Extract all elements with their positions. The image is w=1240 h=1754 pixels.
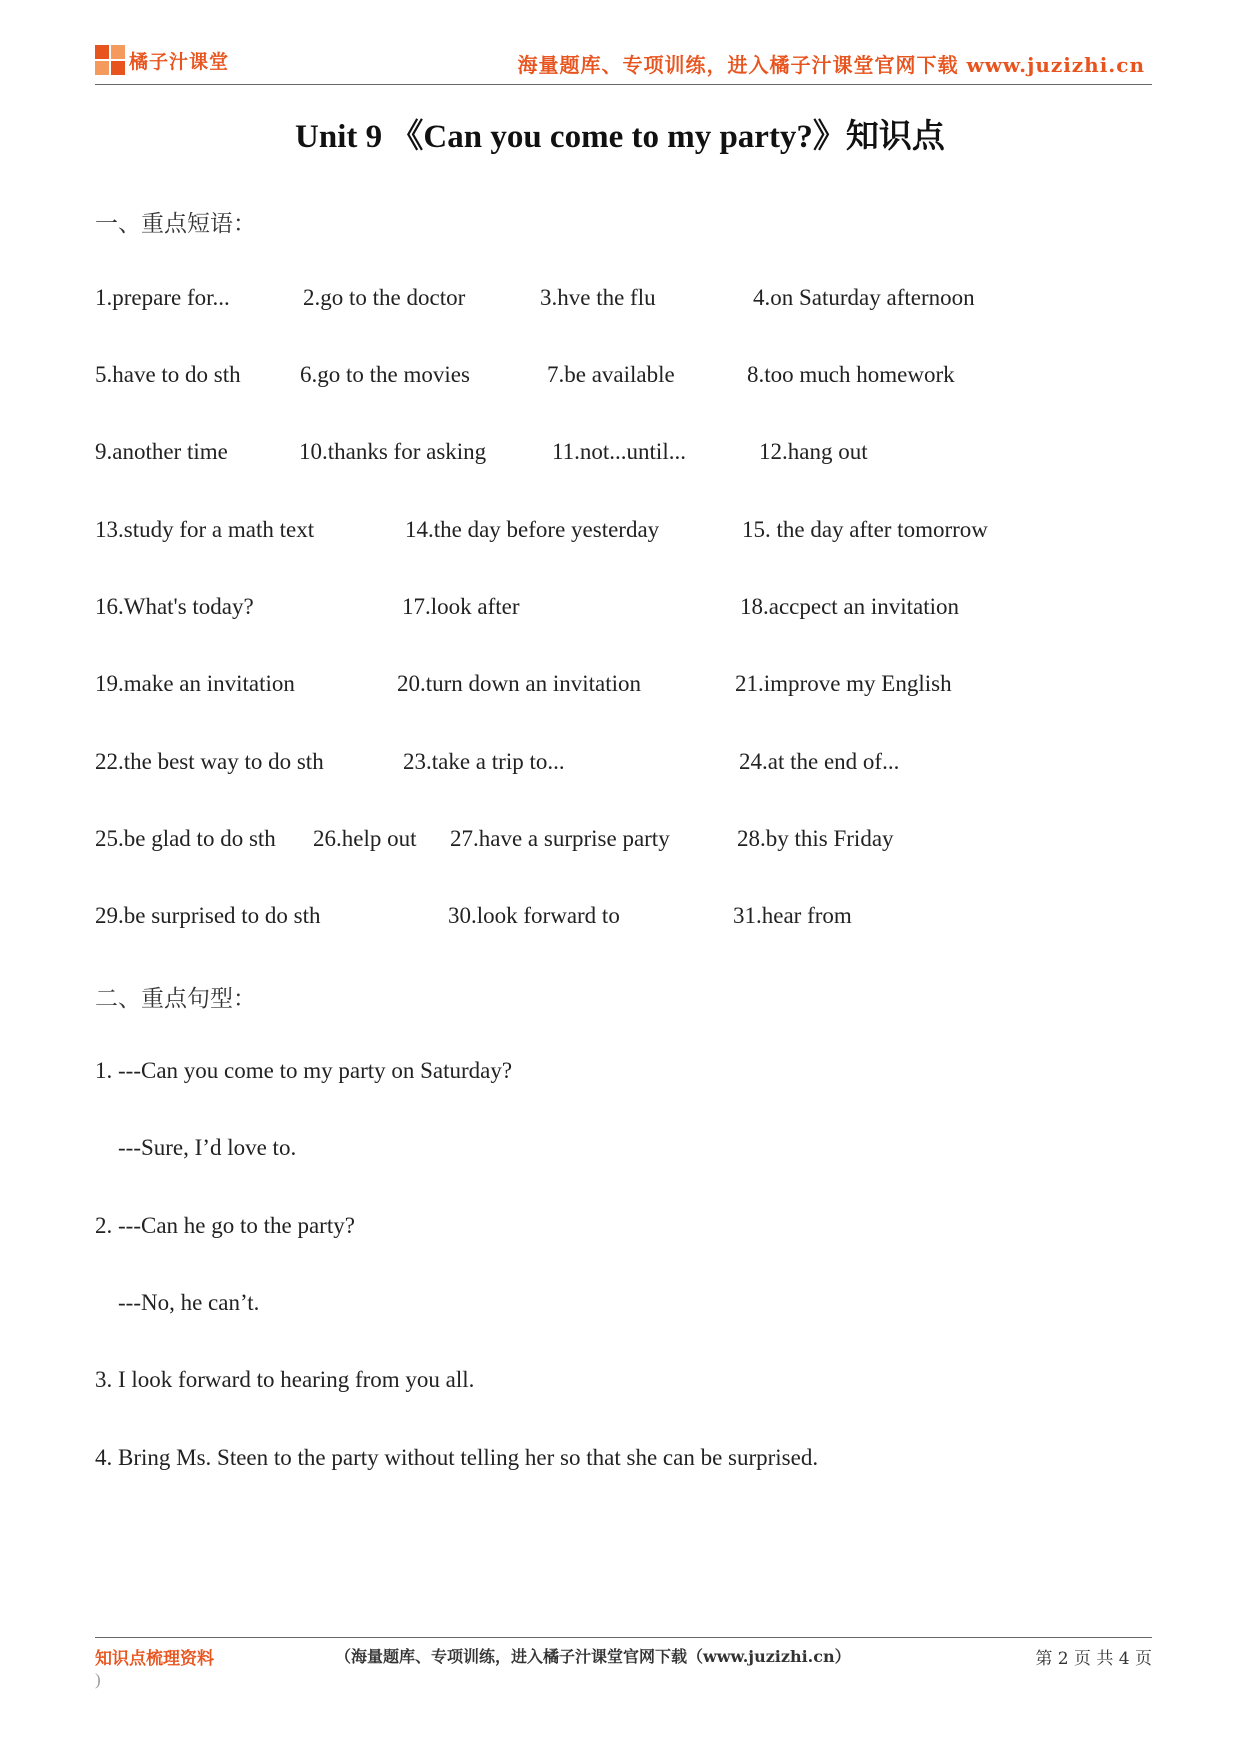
- phrase-item: 13.study for a math text: [95, 517, 315, 542]
- phrase-item: 29.be surprised to do sth: [95, 903, 321, 928]
- page-title: Unit 9 《Can you come to my party?》知识点: [295, 119, 945, 155]
- phrase-item: 14.the day before yesterday: [405, 517, 660, 542]
- logo-text: 橘子汁课堂: [129, 50, 230, 73]
- sentences-heading: 二、重点句型：: [95, 986, 256, 1012]
- sentence-item: 3. I look forward to hearing from you all.: [95, 1367, 475, 1392]
- phrase-item: 6.go to the movies: [300, 362, 470, 387]
- phrase-item: 5.have to do sth: [95, 362, 241, 387]
- phrase-item: 8.too much homework: [747, 362, 955, 387]
- phrases-heading: 一、重点短语：: [95, 211, 256, 237]
- phrase-item: 15. the day after tomorrow: [742, 517, 988, 542]
- site-logo: [95, 44, 229, 76]
- header-divider: [95, 84, 1152, 85]
- phrase-item: 22.the best way to do sth: [95, 749, 324, 774]
- page-number: 第 2 页 共 4 页: [1035, 1649, 1152, 1669]
- footer-slogan: （海量题库、专项训练，进入橘子汁课堂官网下载（www.juzizhi.cn）: [335, 1647, 851, 1666]
- phrase-item: 18.accpect an invitation: [740, 594, 960, 619]
- phrase-item: 17.look after: [402, 594, 520, 619]
- phrase-item: 4.on Saturday afternoon: [753, 285, 975, 310]
- sentence-item: 4. Bring Ms. Steen to the party without telling her so that she can be surprised.: [95, 1445, 819, 1470]
- phrase-item: 2.go to the doctor: [303, 285, 466, 310]
- phrase-item: 12.hang out: [759, 439, 868, 464]
- phrase-item: 30.look forward to: [448, 903, 620, 928]
- phrase-item: 20.turn down an invitation: [397, 671, 642, 696]
- sentence-item: 1. ---Can you come to my party on Saturday?: [95, 1058, 513, 1083]
- phrase-item: 31.hear from: [733, 903, 852, 928]
- phrase-item: 10.thanks for asking: [299, 439, 487, 464]
- phrase-item: 21.improve my English: [735, 671, 952, 696]
- footer-paren: ): [95, 1670, 101, 1689]
- logo-icon: [95, 45, 125, 75]
- phrase-item: 3.hve the flu: [540, 285, 656, 310]
- phrase-item: 26.help out: [313, 826, 417, 851]
- sentence-item: 2. ---Can he go to the party?: [95, 1213, 355, 1238]
- phrase-item: 7.be available: [547, 362, 675, 387]
- phrase-item: 25.be glad to do sth: [95, 826, 276, 851]
- phrase-item: 16.What's today?: [95, 594, 254, 619]
- phrase-item: 9.another time: [95, 439, 228, 464]
- phrase-item: 1.prepare for...: [95, 285, 230, 310]
- header-slogan: 海量题库、专项训练，进入橘子汁课堂官网下载 www.juzizhi.cn: [517, 53, 1145, 77]
- sentence-item: ---No, he can’t.: [118, 1290, 260, 1315]
- sentence-item: ---Sure, I’d love to.: [118, 1135, 297, 1160]
- phrase-item: 24.at the end of...: [739, 749, 900, 774]
- footer-divider: [95, 1637, 1152, 1638]
- phrase-item: 19.make an invitation: [95, 671, 295, 696]
- footer-label: 知识点梳理资料: [95, 1649, 214, 1669]
- phrase-item: 11.not...until...: [552, 439, 686, 464]
- phrase-item: 23.take a trip to...: [403, 749, 565, 774]
- phrase-item: 28.by this Friday: [737, 826, 894, 851]
- phrase-item: 27.have a surprise party: [450, 826, 670, 851]
